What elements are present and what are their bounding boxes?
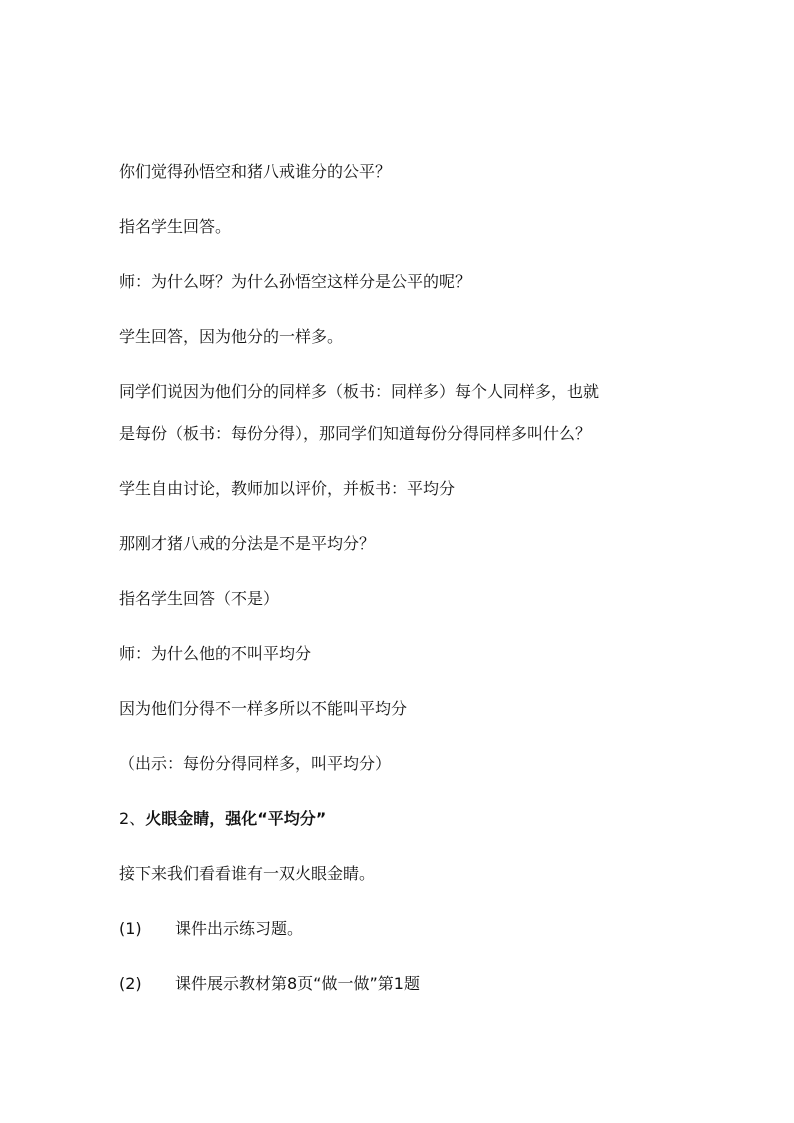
paragraph: 师：为什么呀？为什么孙悟空这样分是公平的呢？: [119, 272, 472, 291]
item-number: (2): [119, 974, 142, 993]
paragraph: 你们觉得孙悟空和猪八戒谁分的公平？: [119, 162, 392, 181]
numbered-item: [119, 919, 303, 939]
paragraph: 指名学生回答。: [119, 217, 232, 236]
paragraph: 学生回答，因为他分的一样多。: [119, 327, 344, 346]
section-number: 2、: [119, 809, 146, 828]
section-title: 火眼金睛，强化“平均分”: [145, 809, 327, 828]
numbered-item: [119, 974, 420, 994]
paragraph: 是每份（板书：每份分得），那同学们知道每份分得同样多叫什么？: [119, 424, 592, 443]
paragraph: 同学们说因为他们分的同样多（板书：同样多）每个人同样多，也就: [119, 382, 600, 401]
paragraph: 因为他们分得不一样多所以不能叫平均分: [119, 699, 408, 718]
item-number: (1): [119, 919, 142, 938]
paragraph: 师：为什么他的不叫平均分: [119, 644, 312, 663]
paragraph: （出示：每份分得同样多，叫平均分）: [119, 754, 392, 773]
paragraph: 学生自由讨论，教师加以评价，并板书：平均分: [119, 479, 456, 498]
paragraph: 那刚才猪八戒的分法是不是平均分？: [119, 534, 376, 553]
item-text: 课件展示教材第8页“做一做”第1题: [175, 974, 420, 993]
section-heading: [119, 809, 326, 829]
intro-paragraph: 接下来我们看看谁有一双火眼金睛。: [119, 864, 376, 883]
item-text: 课件出示练习题。: [175, 919, 304, 938]
paragraph: 指名学生回答（不是）: [119, 589, 280, 608]
